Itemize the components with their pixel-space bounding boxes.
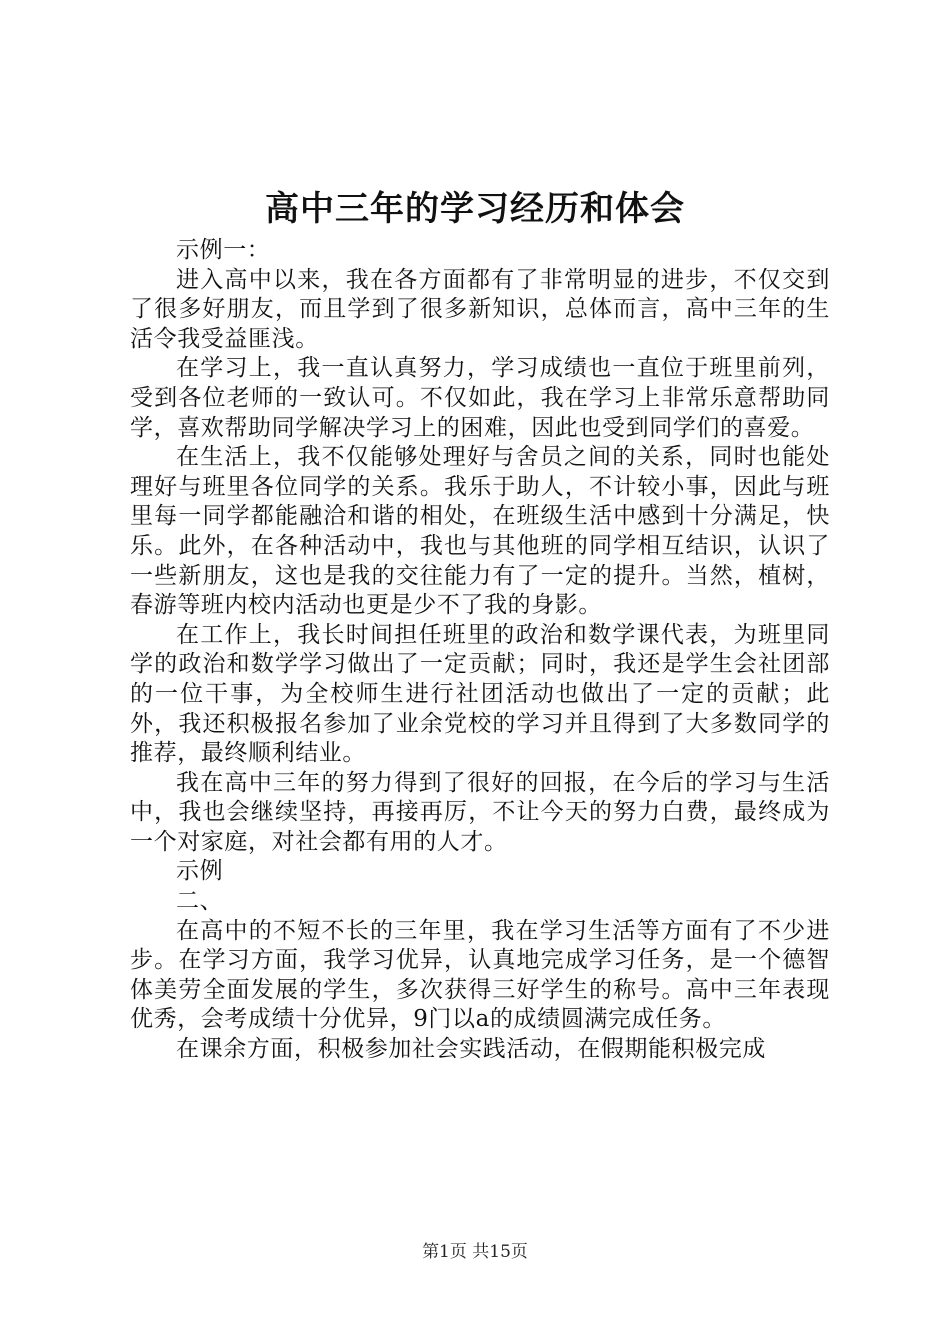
paragraph: 我在高中三年的努力得到了很好的回报，在今后的学习与生活中，我也会继续坚持，再接再厉，不让今天的努力白费，最终成为一个对家庭，对社会都有用的人才。: [130, 769, 830, 855]
document-body: [130, 236, 830, 1065]
paragraph: 进入高中以来，我在各方面都有了非常明显的进步，不仅交到了很多好朋友，而且学到了很多新知识，总体而言，高中三年的生活令我受益匪浅。: [130, 266, 830, 352]
example-label: 示例: [176, 858, 224, 885]
example-number: 二、: [176, 888, 224, 915]
paragraph: 在课余方面，积极参加社会实践活动，在假期能积极完成: [176, 1036, 766, 1063]
paragraph: 在生活上，我不仅能够处理好与舍员之间的关系，同时也能处理好与班里各位同学的关系。我乐于助人，不计较小事，因此与班里每一同学都能融洽和谐的相处，在班级生活中感到十分满足，快乐。此外，在各种活动中，我也与其他班的同学相互结识，认识了一些新朋友，这也是我的交往能力有了一定的提升。当然，植树，春游等班内校内活动也更是少不了我的身影。: [130, 444, 830, 619]
example-label: 示例一：: [176, 237, 271, 263]
paragraph: 在工作上，我长时间担任班里的政治和数学课代表，为班里同学的政治和数学学习做出了一定贡献；同时，我还是学生会社团部的一位干事，为全校师生进行社团活动也做出了一定的贡献；此外，我还积极报名参加了业余党校的学习并且得到了大多数同学的推荐，最终顺利结业。: [130, 621, 830, 767]
paragraph: 在学习上，我一直认真努力，学习成绩也一直位于班里前列，受到各位老师的一致认可。不仅如此，我在学习上非常乐意帮助同学，喜欢帮助同学解决学习上的困难，因此也受到同学们的喜爱。: [130, 355, 830, 441]
document-title: 高中三年的学习经历和体会: [265, 189, 685, 229]
paragraph: 在高中的不短不长的三年里，我在学习生活等方面有了不少进步。在学习方面，我学习优异，认真地完成学习任务，是一个德智体美劳全面发展的学生，多次获得三好学生的称号。高中三年表现优秀，会考成绩十分优异，9门以a的成绩圆满完成任务。: [130, 917, 830, 1033]
page-footer: 第1页 共15页: [422, 1242, 528, 1262]
